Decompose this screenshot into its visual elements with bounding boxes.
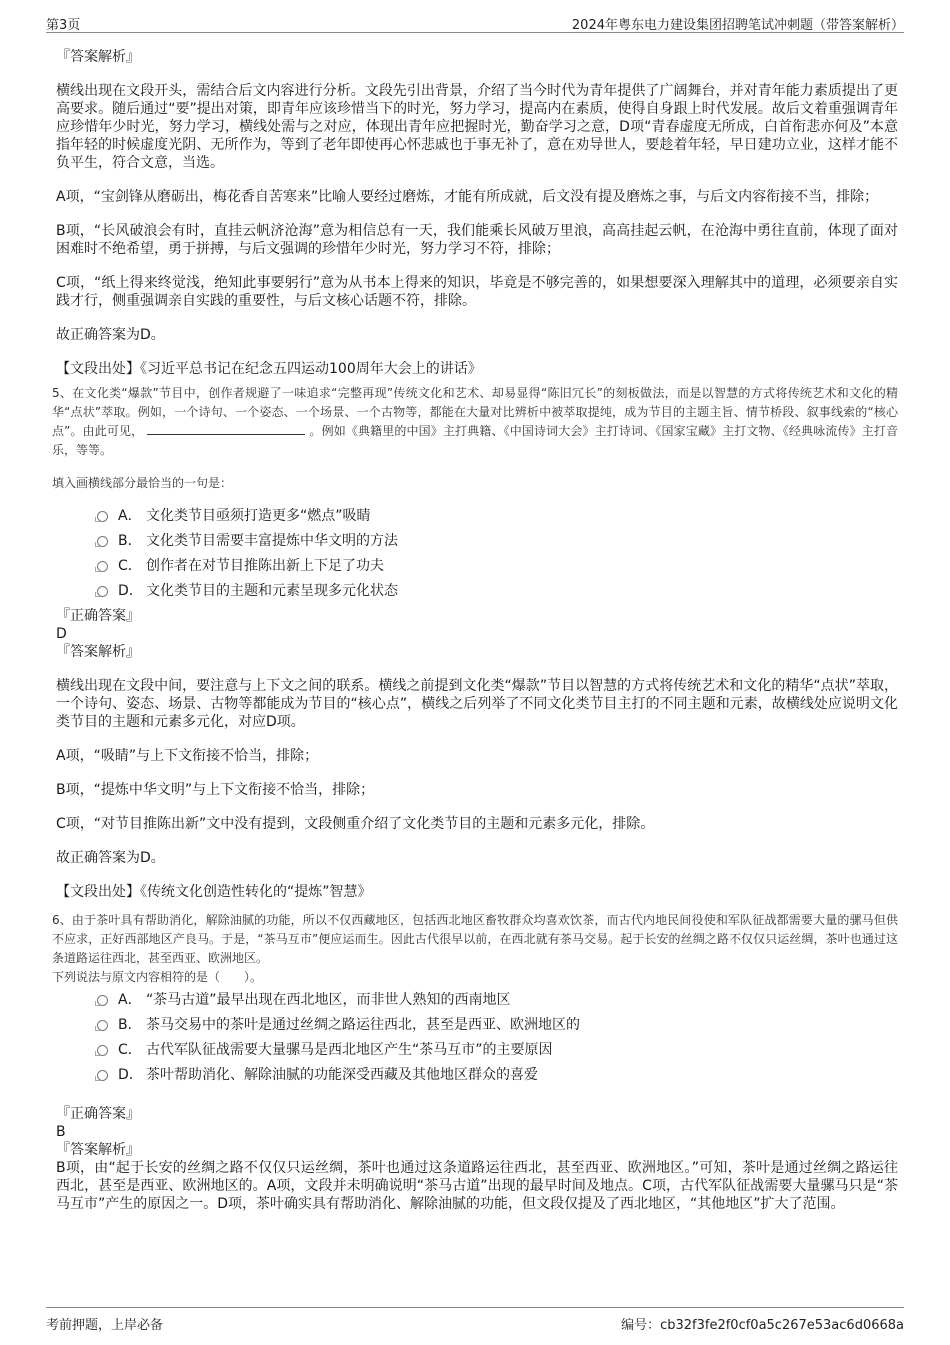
q5-analysis-b: B项，“提炼中华文明”与上下文衔接不恰当，排除；: [56, 782, 375, 798]
option-text: 古代军队征战需要大量骡马是西北地区产生“茶马互市”的主要原因: [146, 1042, 553, 1058]
q5-stem-after: 。例如《典籍里的中国》主打典籍、《中国诗词大会》主打诗词、《国家宝藏》主打文物、《经典咏流传》主打音乐，等等。: [52, 424, 898, 457]
q5-stem: [52, 384, 898, 460]
q5-source: 【文段出处】《传统文化创造性转化的“提炼”智慧》: [56, 884, 372, 900]
radio-icon[interactable]: [97, 1070, 108, 1081]
radio-icon[interactable]: [97, 536, 108, 547]
radio-icon[interactable]: [97, 586, 108, 597]
q4-source: 【文段出处】《习近平总书记在纪念五四运动100周年大会上的讲话》: [56, 361, 482, 377]
q6-answer: B: [56, 1124, 66, 1140]
option-text: “茶马古道”最早出现在西北地区，而非世人熟知的西南地区: [146, 992, 511, 1008]
option-text: 文化类节目亟须打造更多“燃点”吸睛: [146, 508, 371, 524]
fill-in-blank: [147, 422, 305, 435]
radio-icon[interactable]: [97, 1045, 108, 1056]
q5-analysis-a: A项，“吸睛”与上下文衔接不恰当，排除；: [56, 748, 319, 764]
q5-answer-label: 『正确答案』: [56, 608, 140, 624]
q6-analysis-main: B项，由“起于长安的丝绸之路不仅仅只运丝绸，茶叶也通过这条道路运往西北，甚至西亚、欧洲地区。”可知，茶叶是通过丝绸之路运往西北，甚至是西亚、欧洲地区的。A项，文段并未明确说明“茶马古道”出现的最早时间及地点。C项，古代军队征战需要大量骡马只是“茶马互市”产生的原因之一。D项，茶叶确实具有帮助消化、解除油腻的功能，但文段仅提及了西北地区，“其他地区”扩大了范围。: [56, 1160, 898, 1212]
option-text: 文化类节目的主题和元素呈现多元化状态: [146, 583, 398, 599]
option-letter: D．: [118, 1067, 143, 1083]
option-letter: B．: [118, 1017, 142, 1033]
page-content: [52, 44, 898, 1213]
q5-analysis-c: C项，“对节目推陈出新”文中没有提到，文段侧重介绍了文化类节目的主题和元素多元化，排除。: [56, 816, 655, 832]
option-letter: C．: [118, 1042, 142, 1058]
q5-option-d[interactable]: [56, 582, 898, 607]
q5-conclusion: 故正确答案为D。: [56, 850, 165, 866]
q6-option-d[interactable]: [56, 1066, 898, 1091]
page-footer: [46, 1307, 904, 1333]
q5-prompt: 填入画横线部分最恰当的一句是：: [52, 476, 233, 490]
q4-analysis-main: 横线出现在文段开头，需结合后文内容进行分析。文段先引出背景，介绍了当今时代为青年提供了广阔舞台，并对青年能力素质提出了更高要求。随后通过“要”提出对策，即青年应该珍惜当下的时光，努力学习，提高内在素质，使得自身跟上时代发展。故后文着重强调青年应珍惜年少时光，努力学习，横线处需与之对应，体现出青年应把握时光，勤奋学习之意，D项“青春虚度无所成，白首衔悲亦何及”本意指年轻的时候虚度光阴、无所作为，等到了老年即使再心怀悲戚也于事无补了，意在劝导世人，要趁着年轻，早日建功立业，这样才能不负平生，符合文意，当选。: [56, 83, 898, 171]
option-letter: D．: [118, 583, 143, 599]
option-letter: B．: [118, 533, 142, 549]
q6-analysis-label: 『答案解析』: [56, 1142, 140, 1158]
q6-option-b[interactable]: [56, 1016, 898, 1041]
q6-prompt: 下列说法与原文内容相符的是（ ）。: [52, 970, 263, 984]
q4-analysis-a: A项，“宝剑锋从磨砺出，梅花香自苦寒来”比喻人要经过磨炼，才能有所成就，后文没有提及磨炼之事，与后文内容衔接不当，排除；: [56, 189, 879, 205]
q5-analysis-main: 横线出现在文段中间，要注意与上下文之间的联系。横线之前提到文化类“爆款”节目以智慧的方式将传统艺术和文化的精华“点状”萃取，一个诗句、姿态、场景、古物等都能成为节目的“核心点”，横线之后列举了不同文化类节目主打的不同主题和元素，故横线处应说明文化类节目的主题和元素多元化，对应D项。: [56, 678, 898, 730]
q5-answer: D: [56, 626, 67, 642]
footer-slogan: 考前押题，上岸必备: [46, 1318, 164, 1333]
q4-analysis-b: B项，“长风破浪会有时，直挂云帆济沧海”意为相信总有一天，我们能乘长风破万里浪，高高挂起云帆，在沧海中勇往直前，体现了面对困难时不绝希望，勇于拼搏，与后文强调的珍惜年少时光，努力学习不符，排除；: [56, 223, 898, 257]
option-text: 文化类节目需要丰富提炼中华文明的方法: [146, 533, 398, 549]
option-letter: C．: [118, 558, 142, 574]
q6-stem: 6、由于茶叶具有帮助消化，解除油腻的功能，所以不仅西藏地区，包括西北地区畜牧群众均喜欢饮茶，而古代内地民间役使和军队征战都需要大量的骡马但供不应求，正好西部地区产良马。于是，“茶马互市”便应运而生。因此古代很早以前，在西北就有茶马交易。起于长安的丝绸之路不仅仅只运丝绸，茶叶也通过这条道路运往西北，甚至西亚、欧洲地区。: [52, 913, 898, 965]
page-number: 第3页: [46, 18, 81, 33]
radio-icon[interactable]: [97, 511, 108, 522]
q6-answer-label: 『正确答案』: [56, 1106, 140, 1122]
q6-option-a[interactable]: [56, 991, 898, 1016]
q5-option-a[interactable]: [56, 507, 898, 532]
q5-option-c[interactable]: [56, 557, 898, 582]
radio-icon[interactable]: [97, 1020, 108, 1031]
q4-analysis-c: C项，“纸上得来终觉浅，绝知此事要躬行”意为从书本上得来的知识，毕竟是不够完善的，如果想要深入理解其中的道理，必须要亲自实践才行，侧重强调亲自实践的重要性，与后文核心话题不符，排除。: [56, 275, 898, 309]
document-code: 编号：cb32f3fe2f0cf0a5c267e53ac6d0668a: [621, 1318, 904, 1333]
q6-option-c[interactable]: [56, 1041, 898, 1066]
q6-options: [56, 991, 898, 1091]
radio-icon[interactable]: [97, 995, 108, 1006]
q4-analysis-label: 『答案解析』: [56, 49, 140, 65]
q4-conclusion: 故正确答案为D。: [56, 327, 165, 343]
radio-icon[interactable]: [97, 561, 108, 572]
option-text: 茶马交易中的茶叶是通过丝绸之路运往西北，甚至是西亚、欧洲地区的: [146, 1017, 580, 1033]
page-header: [46, 12, 904, 33]
option-text: 创作者在对节目推陈出新上下足了功夫: [146, 558, 384, 574]
option-letter: A．: [118, 508, 142, 524]
option-letter: A．: [118, 992, 142, 1008]
q5-options: [56, 507, 898, 607]
q5-analysis-label: 『答案解析』: [56, 644, 140, 660]
option-text: 茶叶帮助消化、解除油腻的功能深受西藏及其他地区群众的喜爱: [146, 1067, 538, 1083]
document-title: 2024年粤东电力建设集团招聘笔试冲刺题（带答案解析）: [571, 18, 904, 33]
q5-option-b[interactable]: [56, 532, 898, 557]
q5-stem-before: 5、在文化类“爆款”节目中，创作者规避了一味追求“完整再现”传统文化和艺术、却易显得“陈旧冗长”的刻板做法，而是以智慧的方式将传统艺术和文化的精华“点状”萃取。例如，一个诗句、一个姿态、一个场景、一个古物等，都能在大量对比辨析中被萃取提纯，成为节目的主题主旨、情节桥段、叙事线索的“核心点”。由此可见，: [52, 386, 898, 438]
